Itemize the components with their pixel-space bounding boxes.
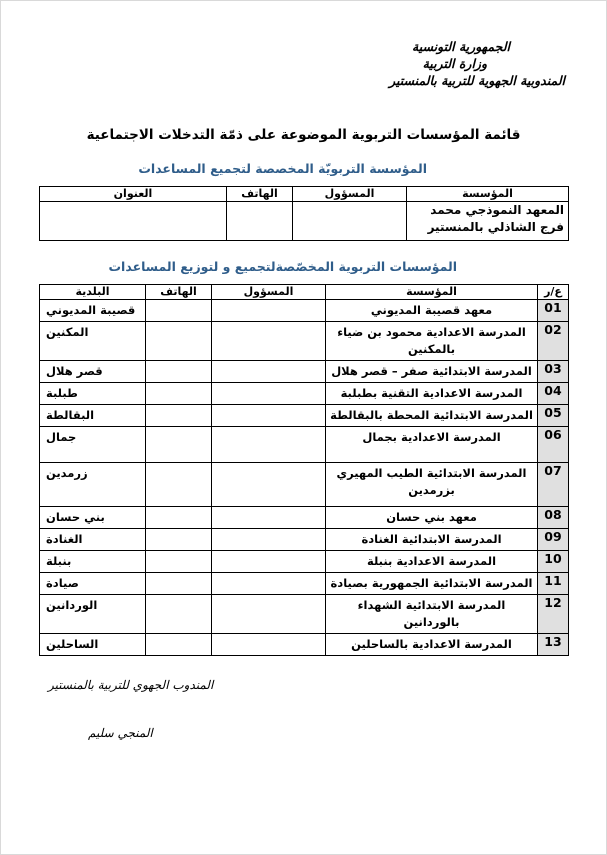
letterhead-ministry: وزارة التربية [422, 56, 487, 71]
header-address: العنوان [40, 187, 227, 202]
header-responsible: المسؤول [212, 285, 326, 300]
phone-cell [146, 634, 212, 656]
row-number-cell: 07 [538, 463, 569, 507]
table-row [40, 300, 569, 322]
responsible-cell [212, 551, 326, 573]
row-number-cell: 04 [538, 383, 569, 405]
responsible-cell [212, 361, 326, 383]
row-number-cell: 02 [538, 322, 569, 361]
row-number-cell: 08 [538, 507, 569, 529]
municipality-cell: طبلبة [40, 383, 146, 405]
institution-cell: المدرسة الابتدائية الغنادة [326, 529, 538, 551]
row-number-cell: 06 [538, 427, 569, 463]
letterhead-republic: الجمهورية التونسية [412, 39, 510, 54]
row-number-cell: 12 [538, 595, 569, 634]
municipality-cell: صيادة [40, 573, 146, 595]
phone-cell [146, 300, 212, 322]
letterhead [389, 38, 565, 89]
section2-subtitle: المؤسسات التربوية المخصّصةلتجميع و لتوزيع المساعدات [108, 259, 457, 274]
header-responsible: المسؤول [293, 187, 407, 202]
responsible-cell [212, 322, 326, 361]
responsible-cell [212, 463, 326, 507]
document-title: قائمة المؤسسات التربوية الموضوعة على ذمّة التدخلات الاجتماعية [86, 127, 521, 143]
phone-cell [227, 202, 293, 241]
municipality-cell: قصر هلال [40, 361, 146, 383]
municipality-cell: البقالطة [40, 405, 146, 427]
responsible-cell [212, 300, 326, 322]
header-phone: الهاتف [146, 285, 212, 300]
responsible-cell [212, 405, 326, 427]
phone-cell [146, 405, 212, 427]
delegate-title: المندوب الجهوي للتربية بالمنستير [48, 678, 214, 692]
responsible-cell [212, 573, 326, 595]
municipality-cell: قصيبة المديوني [40, 300, 146, 322]
table-row [40, 361, 569, 383]
responsible-cell [212, 529, 326, 551]
phone-cell [146, 361, 212, 383]
phone-cell [146, 383, 212, 405]
table-row [40, 551, 569, 573]
institution-cell: المدرسة الابتدائية الجمهورية بصيادة [326, 573, 538, 595]
responsible-cell [212, 595, 326, 634]
table-row [40, 529, 569, 551]
municipality-cell: بنبلة [40, 551, 146, 573]
responsible-cell [212, 383, 326, 405]
responsible-cell [212, 507, 326, 529]
institution-cell: المدرسة الاعدادية بنبلة [326, 551, 538, 573]
municipality-cell: زرمدين [40, 463, 146, 507]
section1-subtitle: المؤسسة التربويّة المخصصة لتجميع المساعدات [138, 161, 427, 176]
distribution-institutions-table [39, 284, 569, 656]
header-institution: المؤسسة [407, 187, 569, 202]
row-number-cell: 03 [538, 361, 569, 383]
table-row [40, 573, 569, 595]
header-municipality: البلدية [40, 285, 146, 300]
phone-cell [146, 551, 212, 573]
table-row [40, 405, 569, 427]
letterhead-delegation: المندوبية الجهوية للتربية بالمنستير [389, 73, 565, 88]
table-row [40, 427, 569, 463]
municipality-cell: الغنادة [40, 529, 146, 551]
table-body [40, 300, 569, 656]
institution-cell: المعهد النموذجي محمد فرج الشاذلي بالمنستير [407, 202, 569, 241]
phone-cell [146, 507, 212, 529]
phone-cell [146, 573, 212, 595]
municipality-cell: جمال [40, 427, 146, 463]
institution-cell: المدرسة الاعدادية بالساحلين [326, 634, 538, 656]
phone-cell [146, 595, 212, 634]
row-number-cell: 10 [538, 551, 569, 573]
phone-cell [146, 529, 212, 551]
institution-cell: المدرسة الابتدائية صفر – قصر هلال [326, 361, 538, 383]
municipality-cell: بني حسان [40, 507, 146, 529]
table-header-row [40, 187, 569, 202]
institution-cell: المدرسة الابتدائية الطيب المهيري بزرمدين [326, 463, 538, 507]
institution-cell: معهد بني حسان [326, 507, 538, 529]
header-institution: المؤسسة [326, 285, 538, 300]
table-row [40, 383, 569, 405]
table-row [40, 463, 569, 507]
responsible-cell [212, 427, 326, 463]
institution-cell: المدرسة الاعدادية التقنية بطبلبة [326, 383, 538, 405]
institution-cell: المدرسة الاعدادية بجمال [326, 427, 538, 463]
municipality-cell: المكنين [40, 322, 146, 361]
table-row [40, 507, 569, 529]
row-number-cell: 01 [538, 300, 569, 322]
institution-cell: معهد قصيبة المديوني [326, 300, 538, 322]
phone-cell [146, 463, 212, 507]
responsible-cell [293, 202, 407, 241]
municipality-cell: الوردانين [40, 595, 146, 634]
table-header-row [40, 285, 569, 300]
phone-cell [146, 322, 212, 361]
header-number: ع/ر [538, 285, 569, 300]
row-number-cell: 13 [538, 634, 569, 656]
institution-cell: المدرسة الاعدادية محمود بن ضياء بالمكنين [326, 322, 538, 361]
row-number-cell: 05 [538, 405, 569, 427]
table-row [40, 322, 569, 361]
institution-cell: المدرسة الابتدائية الشهداء بالوردانين [326, 595, 538, 634]
institution-cell: المدرسة الابتدائية المحطة بالبقالطة [326, 405, 538, 427]
table-row [40, 634, 569, 656]
table-row [40, 202, 569, 241]
address-cell [40, 202, 227, 241]
phone-cell [146, 427, 212, 463]
row-number-cell: 11 [538, 573, 569, 595]
header-phone: الهاتف [227, 187, 293, 202]
row-number-cell: 09 [538, 529, 569, 551]
responsible-cell [212, 634, 326, 656]
table-row [40, 595, 569, 634]
delegate-signature: المنجي سليم [88, 726, 153, 740]
municipality-cell: الساحلين [40, 634, 146, 656]
collection-institution-table [39, 186, 569, 241]
